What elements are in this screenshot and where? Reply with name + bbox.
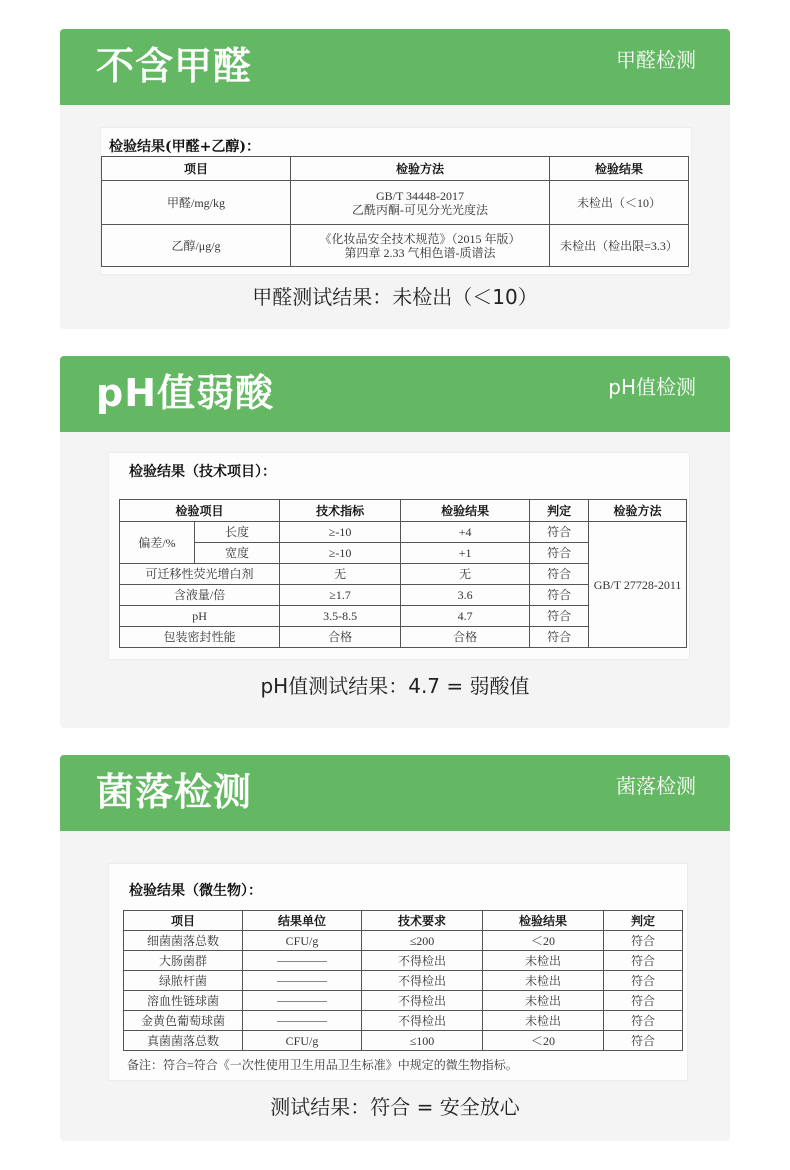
cell-result: ＜20 bbox=[483, 1031, 604, 1051]
cell-item: 甲醛/mg/kg bbox=[102, 181, 291, 225]
cell-req: 不得检出 bbox=[362, 1011, 483, 1031]
cell-verdict: 符合 bbox=[604, 1011, 683, 1031]
method-line: 乙酰丙酮-可见分光光度法 bbox=[352, 202, 488, 217]
section-title: 菌落检测 bbox=[96, 770, 253, 814]
cell-item: 金黄色葡萄球菌 bbox=[124, 1011, 243, 1031]
cell-result: 未检出 bbox=[483, 1011, 604, 1031]
report-table bbox=[101, 156, 689, 267]
table-row bbox=[120, 522, 687, 543]
col-header: 判定 bbox=[530, 500, 589, 522]
section-tag: 菌落检测 bbox=[616, 774, 696, 798]
cell-verdict: 符合 bbox=[530, 627, 589, 648]
cell-req: 不得检出 bbox=[362, 991, 483, 1011]
section-header bbox=[60, 356, 730, 432]
table-row bbox=[124, 971, 683, 991]
cell-item: 含液量/倍 bbox=[120, 585, 280, 606]
report-table bbox=[119, 499, 687, 648]
col-header: 技术要求 bbox=[362, 911, 483, 931]
cell-unit-dash bbox=[243, 991, 362, 1011]
cell-spec: 合格 bbox=[280, 627, 401, 648]
cell-result: ＜20 bbox=[483, 931, 604, 951]
dash-line bbox=[277, 961, 327, 962]
cell-item: 细菌菌落总数 bbox=[124, 931, 243, 951]
cell-verdict: 符合 bbox=[530, 564, 589, 585]
report-title: 检验结果（技术项目）： bbox=[129, 464, 276, 480]
col-header: 检验结果 bbox=[550, 157, 689, 181]
cell-method bbox=[291, 181, 550, 225]
bacteria-section bbox=[60, 755, 730, 1141]
table-row bbox=[124, 1011, 683, 1031]
col-header: 项目 bbox=[124, 911, 243, 931]
cell-item: 真菌菌落总数 bbox=[124, 1031, 243, 1051]
cell-verdict: 符合 bbox=[530, 606, 589, 627]
cell-result: 4.7 bbox=[401, 606, 530, 627]
cell-group: 偏差/% bbox=[120, 522, 195, 564]
col-header: 结果单位 bbox=[243, 911, 362, 931]
cell-result: 未检出（＜10） bbox=[550, 181, 689, 225]
cell-unit: CFU/g bbox=[243, 931, 362, 951]
section-tag: 甲醛检测 bbox=[616, 48, 696, 72]
cell-result: 未检出 bbox=[483, 951, 604, 971]
cell-item: 大肠菌群 bbox=[124, 951, 243, 971]
table-row bbox=[124, 931, 683, 951]
col-header: 检验项目 bbox=[120, 500, 280, 522]
cell-item: 乙醇/μg/g bbox=[102, 225, 291, 267]
cell-result: 未检出 bbox=[483, 991, 604, 1011]
ph-section bbox=[60, 356, 730, 728]
report-scan bbox=[108, 452, 690, 660]
cell-verdict: 符合 bbox=[604, 1031, 683, 1051]
report-table bbox=[123, 910, 683, 1051]
cell-result: 3.6 bbox=[401, 585, 530, 606]
cell-verdict: 符合 bbox=[604, 951, 683, 971]
col-header: 检验方法 bbox=[589, 500, 687, 522]
cell-req: 不得检出 bbox=[362, 951, 483, 971]
report-note: 备注：符合=符合《一次性使用卫生用品卫生标准》中规定的微生物指标。 bbox=[127, 1058, 518, 1072]
cell-spec: 无 bbox=[280, 564, 401, 585]
cell-item: 包装密封性能 bbox=[120, 627, 280, 648]
col-header: 项目 bbox=[102, 157, 291, 181]
dash-line bbox=[277, 1021, 327, 1022]
cell-spec: ≥-10 bbox=[280, 522, 401, 543]
dash-line bbox=[277, 1001, 327, 1002]
table-row bbox=[102, 225, 689, 267]
section-title: pH值弱酸 bbox=[96, 371, 275, 415]
cell-unit-dash bbox=[243, 951, 362, 971]
col-header: 技术指标 bbox=[280, 500, 401, 522]
cell-verdict: 符合 bbox=[604, 991, 683, 1011]
cell-req: ≤100 bbox=[362, 1031, 483, 1051]
formaldehyde-section bbox=[60, 29, 730, 329]
cell-unit: CFU/g bbox=[243, 1031, 362, 1051]
cell-result: +1 bbox=[401, 543, 530, 564]
col-header: 检验方法 bbox=[291, 157, 550, 181]
section-title: 不含甲醛 bbox=[96, 44, 253, 88]
cell-item: 绿脓杆菌 bbox=[124, 971, 243, 991]
cell-method: GB/T 27728-2011 bbox=[589, 522, 687, 648]
section-header bbox=[60, 755, 730, 831]
cell-method bbox=[291, 225, 550, 267]
table-row bbox=[124, 991, 683, 1011]
method-line: 《化妆品安全技术规范》（2015 年版） bbox=[319, 231, 521, 246]
table-row bbox=[124, 1031, 683, 1051]
cell-req: 不得检出 bbox=[362, 971, 483, 991]
cell-result: 无 bbox=[401, 564, 530, 585]
section-header bbox=[60, 29, 730, 105]
cell-unit-dash bbox=[243, 971, 362, 991]
method-line: 第四章 2.33 气相色谱-质谱法 bbox=[344, 245, 496, 260]
section-tag: pH值检测 bbox=[608, 375, 696, 399]
report-title: 检验结果（微生物）： bbox=[129, 883, 262, 899]
cell-unit-dash bbox=[243, 1011, 362, 1031]
report-title: 检验结果(甲醛+乙醇)： bbox=[109, 139, 260, 155]
cell-verdict: 符合 bbox=[530, 522, 589, 543]
cell-verdict: 符合 bbox=[530, 543, 589, 564]
report-scan bbox=[108, 863, 688, 1081]
test-conclusion: pH值测试结果：4.7 = 弱酸值 bbox=[260, 674, 530, 698]
col-header: 检验结果 bbox=[483, 911, 604, 931]
report-scan bbox=[100, 127, 692, 275]
cell-spec: ≥1.7 bbox=[280, 585, 401, 606]
cell-result: 未检出 bbox=[483, 971, 604, 991]
test-conclusion: 测试结果：符合 = 安全放心 bbox=[270, 1095, 520, 1119]
cell-item: 可迁移性荧光增白剂 bbox=[120, 564, 280, 585]
col-header: 检验结果 bbox=[401, 500, 530, 522]
cell-spec: 3.5-8.5 bbox=[280, 606, 401, 627]
test-conclusion: 甲醛测试结果：未检出（＜10） bbox=[252, 285, 538, 309]
cell-verdict: 符合 bbox=[530, 585, 589, 606]
cell-verdict: 符合 bbox=[604, 971, 683, 991]
cell-verdict: 符合 bbox=[604, 931, 683, 951]
cell-item: 宽度 bbox=[195, 543, 280, 564]
table-row bbox=[102, 181, 689, 225]
cell-req: ≤200 bbox=[362, 931, 483, 951]
cell-item: pH bbox=[120, 606, 280, 627]
cell-item: 溶血性链球菌 bbox=[124, 991, 243, 1011]
cell-spec: ≥-10 bbox=[280, 543, 401, 564]
dash-line bbox=[277, 981, 327, 982]
cell-result: 未检出（检出限=3.3） bbox=[550, 225, 689, 267]
cell-result: +4 bbox=[401, 522, 530, 543]
col-header: 判定 bbox=[604, 911, 683, 931]
cell-result: 合格 bbox=[401, 627, 530, 648]
method-line: GB/T 34448-2017 bbox=[375, 188, 465, 203]
table-row bbox=[124, 951, 683, 971]
cell-item: 长度 bbox=[195, 522, 280, 543]
